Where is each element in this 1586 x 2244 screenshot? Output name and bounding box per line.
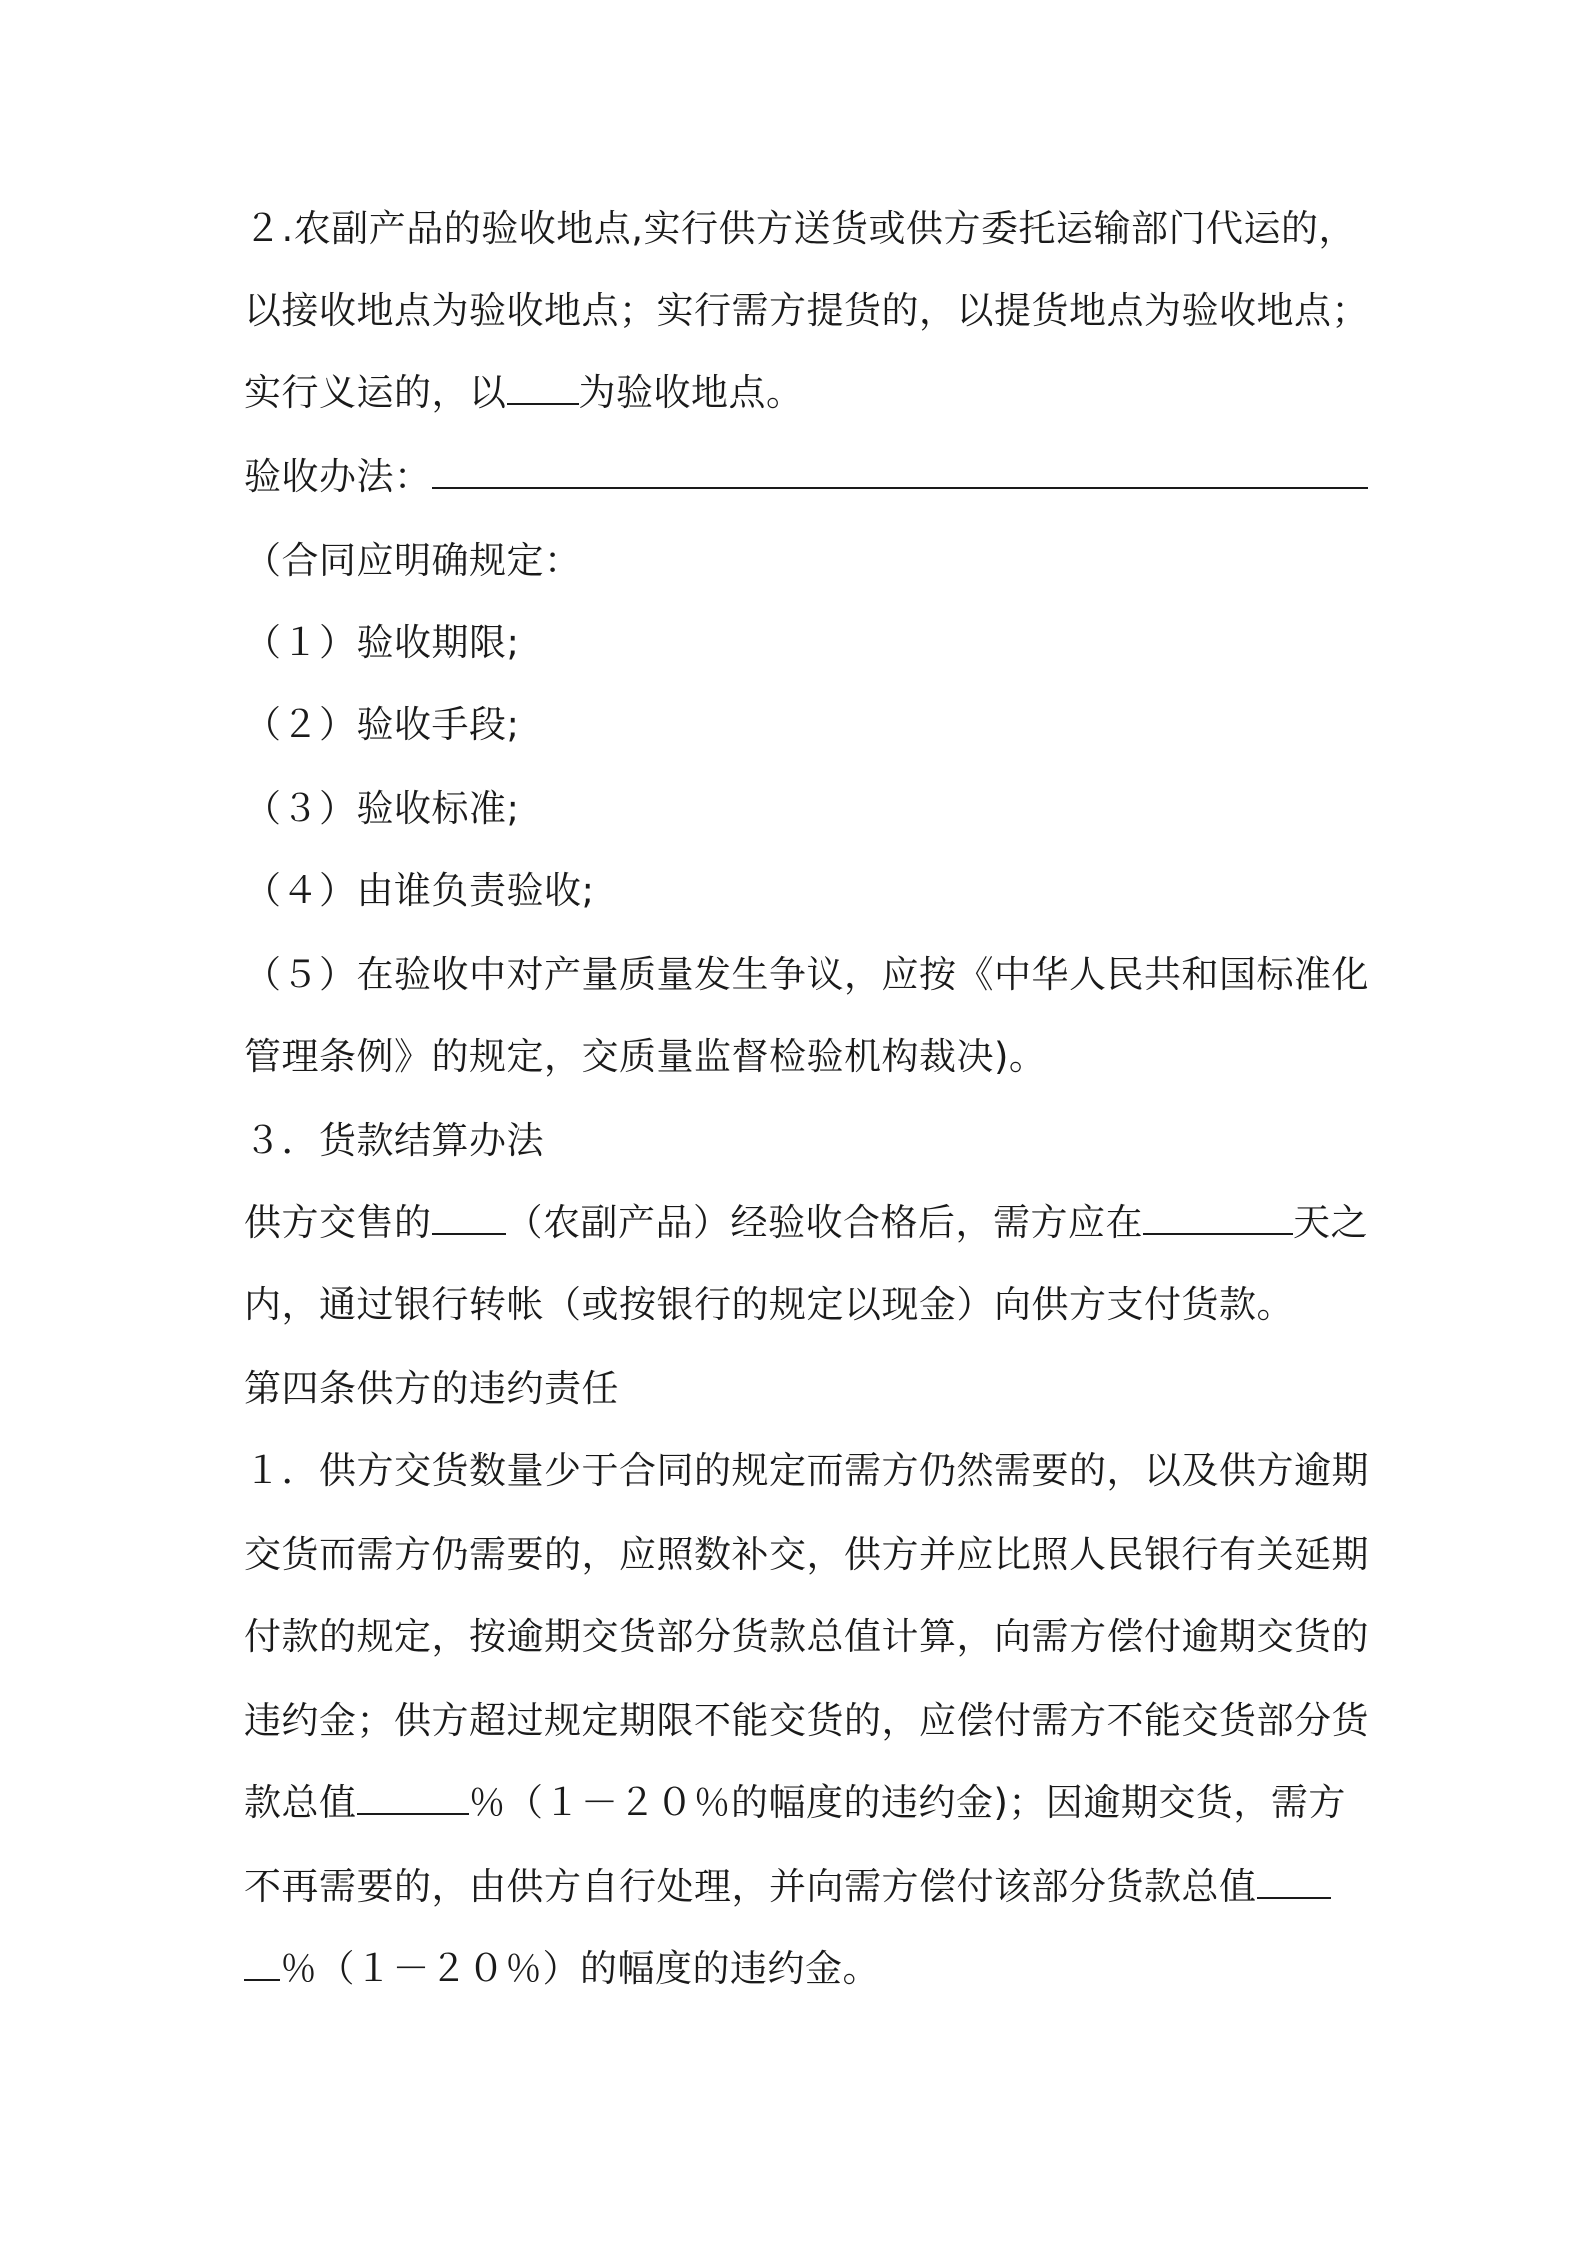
method-note-item3 <box>244 784 1354 834</box>
blank-product <box>432 1199 506 1235</box>
method-note-item5-line1-text: （５）在验收中对产量质量发生争议，应按《中华人民共和国标准化 <box>244 953 1369 996</box>
para3-line2-text: 内，通过银行转帐（或按银行的规定以现金）向供方支付货款。 <box>244 1283 1294 1326</box>
blank-penalty-percent-2a <box>1257 1863 1331 1899</box>
method-note-item4-text: （４）由谁负责验收; <box>244 869 595 912</box>
article4-line3 <box>244 1612 1369 1662</box>
article4-line1-text: １．供方交货数量少于合同的规定而需方仍然需要的，以及供方逾期 <box>244 1449 1369 1492</box>
article4-line7-text: ％（１－２０％）的幅度的违约金。 <box>280 1947 880 1990</box>
para3-line1-text-c: 天之 <box>1293 1201 1368 1244</box>
article4-line2 <box>244 1530 1369 1580</box>
para2-line3-text-a: 实行义运的，以 <box>244 371 507 414</box>
article4-line4-text: 违约金；供方超过规定期限不能交货的，应偿付需方不能交货部分货 <box>244 1699 1369 1742</box>
para2-line2-text: 以接收地点为验收地点；实行需方提货的，以提货地点为验收地点； <box>244 289 1369 332</box>
para3-heading <box>244 1116 1354 1166</box>
article4-line7 <box>244 1944 1354 1994</box>
article4-heading <box>244 1364 1354 1414</box>
blank-penalty-percent-1 <box>357 1779 469 1815</box>
para3-line1 <box>244 1198 1368 1248</box>
article4-line5-text-a: 款总值 <box>244 1781 357 1824</box>
blank-acceptance-method <box>432 453 1368 489</box>
para2-line2 <box>244 286 1369 336</box>
blank-acceptance-place <box>507 369 579 405</box>
method-note-intro <box>244 536 1354 586</box>
method-note-item2 <box>244 700 1354 750</box>
article4-line1 <box>244 1446 1369 1496</box>
blank-days <box>1143 1199 1293 1235</box>
article4-line6-text: 不再需要的，由供方自行处理，并向需方偿付该部分货款总值 <box>244 1865 1257 1908</box>
blank-penalty-percent-2b <box>244 1945 280 1981</box>
article4-line5 <box>244 1778 1354 1828</box>
article4-line2-text: 交货而需方仍需要的，应照数补交，供方并应比照人民银行有关延期 <box>244 1533 1369 1576</box>
method-note-item4 <box>244 866 1354 916</box>
para2-line3-text-b: 为验收地点。 <box>578 371 804 414</box>
para3-line2 <box>244 1280 1354 1330</box>
article4-line3-text: 付款的规定，按逾期交货部分货款总值计算，向需方偿付逾期交货的 <box>244 1615 1369 1658</box>
article4-line6 <box>244 1862 1354 1912</box>
article4-line4 <box>244 1696 1369 1746</box>
para2-line3 <box>244 368 1354 418</box>
method-note-item2-text: （２）验收手段; <box>244 703 520 746</box>
para3-line1-text-a: 供方交售的 <box>244 1201 432 1244</box>
article4-heading-text: 第四条供方的违约责任 <box>244 1367 619 1410</box>
para3-heading-text: ３．货款结算办法 <box>244 1119 544 1162</box>
method-note-item5-line2 <box>244 1032 1354 1082</box>
method-note-item5-line1 <box>244 950 1369 1000</box>
article4-line5-text-b: ％（１－２０％的幅度的违约金)；因逾期交货，需方 <box>468 1781 1346 1824</box>
para2-line1 <box>244 204 1357 254</box>
method-line <box>244 452 1354 502</box>
method-note-item5-line2-text: 管理条例》的规定，交质量监督检验机构裁决)。 <box>244 1035 1047 1078</box>
para3-line1-text-b: （农副产品）经验收合格后，需方应在 <box>505 1201 1143 1244</box>
method-label: 验收办法： <box>244 455 432 498</box>
method-note-item1-text: （１）验收期限; <box>244 621 520 664</box>
method-note-item3-text: （３）验收标准; <box>244 787 520 830</box>
para2-line1-text: ２.农副产品的验收地点,实行供方送货或供方委托运输部门代运的， <box>244 207 1357 250</box>
method-note-intro-text: （合同应明确规定： <box>244 539 582 582</box>
method-note-item1 <box>244 618 1354 668</box>
